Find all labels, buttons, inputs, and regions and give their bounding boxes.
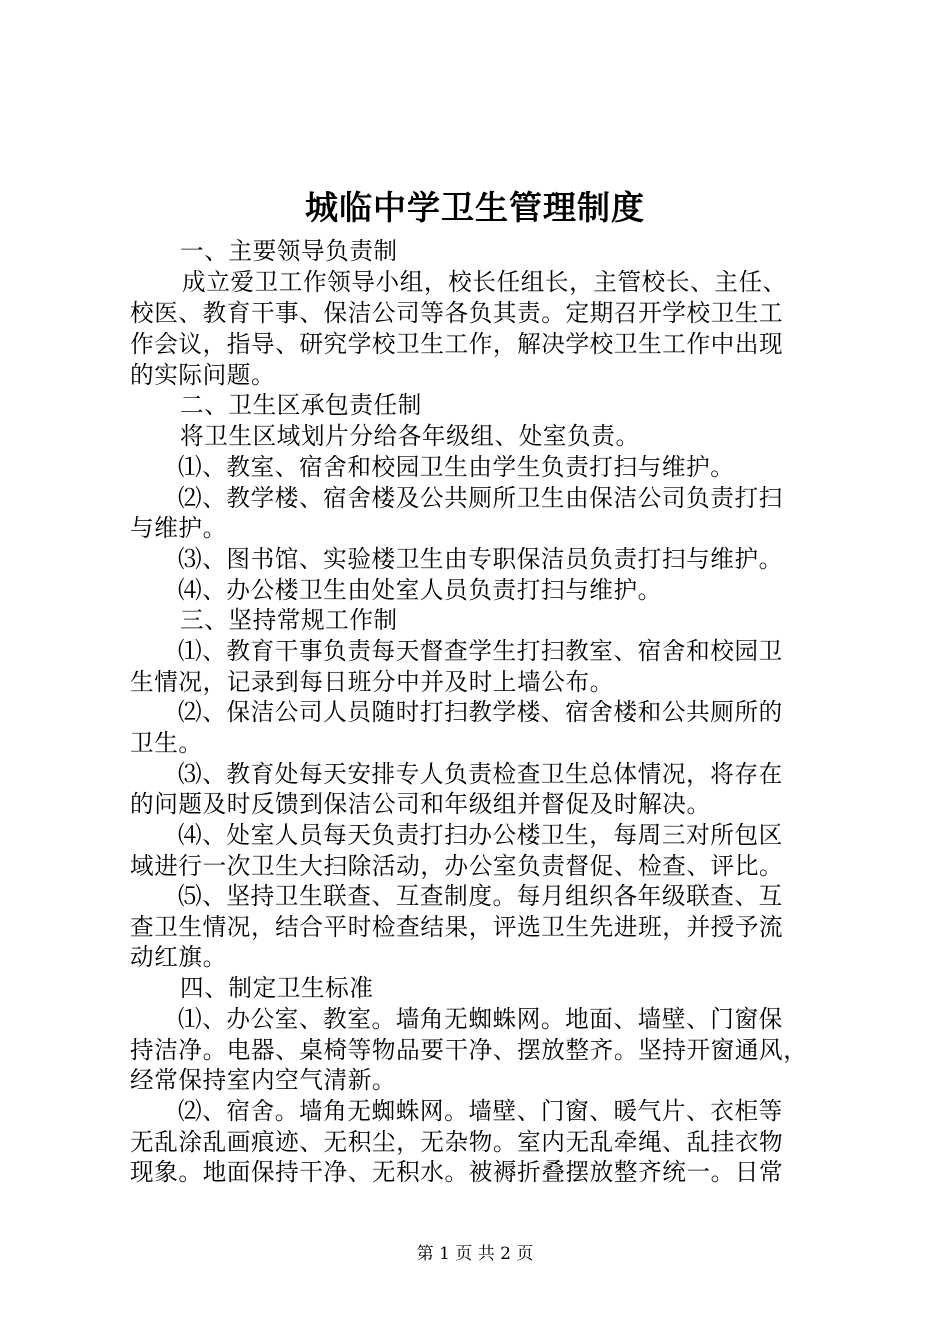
paragraph-line: ⑵、保洁公司人员随时打扫教学楼、宿舍楼和公共厕所的 — [178, 698, 783, 726]
paragraph-line: 作会议，指导、研究学校卫生工作，解决学校卫生工作中出现 — [130, 330, 784, 358]
paragraph-line: 生情况，记录到每日班分中并及时上墙公布。 — [130, 668, 614, 696]
section-heading: 二、卫生区承包责任制 — [180, 391, 422, 419]
paragraph-line: ⑴、教室、宿舍和校园卫生由学生负责打扫与维护。 — [178, 453, 735, 481]
paragraph-line: ⑵、宿舍。墙角无蜘蛛网。墙壁、门窗、暖气片、衣柜等 — [178, 1097, 783, 1125]
paragraph-line: 与维护。 — [130, 514, 227, 542]
paragraph-line: 现象。地面保持干净、无积水。被褥折叠摆放整齐统一。日常 — [130, 1158, 784, 1186]
paragraph-line: 校医、教育干事、保洁公司等各负其责。定期召开学校卫生工 — [130, 299, 784, 327]
paragraph-line: ⑸、坚持卫生联查、互查制度。每月组织各年级联查、互 — [178, 882, 783, 910]
paragraph-line: 动红旗。 — [130, 943, 227, 971]
section-heading: 四、制定卫生标准 — [180, 974, 374, 1002]
paragraph-line: ⑵、教学楼、宿舍楼及公共厕所卫生由保洁公司负责打扫 — [178, 484, 783, 512]
paragraph-line: ⑷、办公楼卫生由处室人员负责打扫与维护。 — [178, 576, 662, 604]
paragraph-line: 的问题及时反馈到保洁公司和年级组并督促及时解决。 — [130, 790, 711, 818]
paragraph-line: 持洁净。电器、桌椅等物品要干净、摆放整齐。坚持开窗通风， — [130, 1036, 808, 1064]
section-heading: 三、坚持常规工作制 — [180, 606, 398, 634]
paragraph-line: 无乱涂乱画痕迹、无积尘，无杂物。室内无乱牵绳、乱挂衣物 — [130, 1128, 784, 1156]
paragraph-line: ⑴、教育干事负责每天督查学生打扫教室、宿舍和校园卫 — [178, 637, 783, 665]
section-heading: 一、主要领导负责制 — [180, 237, 398, 265]
paragraph-line: 域进行一次卫生大扫除活动，办公室负责督促、检查、评比。 — [130, 852, 784, 880]
paragraph-line: 经常保持室内空气清新。 — [130, 1066, 397, 1094]
paragraph-line: ⑶、教育处每天安排专人负责检查卫生总体情况，将存在 — [178, 760, 783, 788]
paragraph-line: 卫生。 — [130, 729, 203, 757]
paragraph-line: ⑷、处室人员每天负责打扫办公楼卫生，每周三对所包区 — [178, 821, 783, 849]
paragraph-line: 的实际问题。 — [130, 361, 276, 389]
paragraph-line: 成立爱卫工作领导小组，校长任组长，主管校长、主任、 — [182, 268, 787, 296]
paragraph-line: ⑶、图书馆、实验楼卫生由专职保洁员负责打扫与维护。 — [178, 545, 783, 573]
paragraph-line: ⑴、办公室、教室。墙角无蜘蛛网。地面、墙壁、门窗保 — [178, 1005, 783, 1033]
paragraph-line: 将卫生区域划片分给各年级组、处室负责。 — [180, 422, 640, 450]
document-title: 城临中学卫生管理制度 — [305, 188, 645, 227]
page-footer: 第 1 页 共 2 页 — [416, 1244, 534, 1264]
paragraph-line: 查卫生情况，结合平时检查结果，评选卫生先进班，并授予流 — [130, 913, 784, 941]
